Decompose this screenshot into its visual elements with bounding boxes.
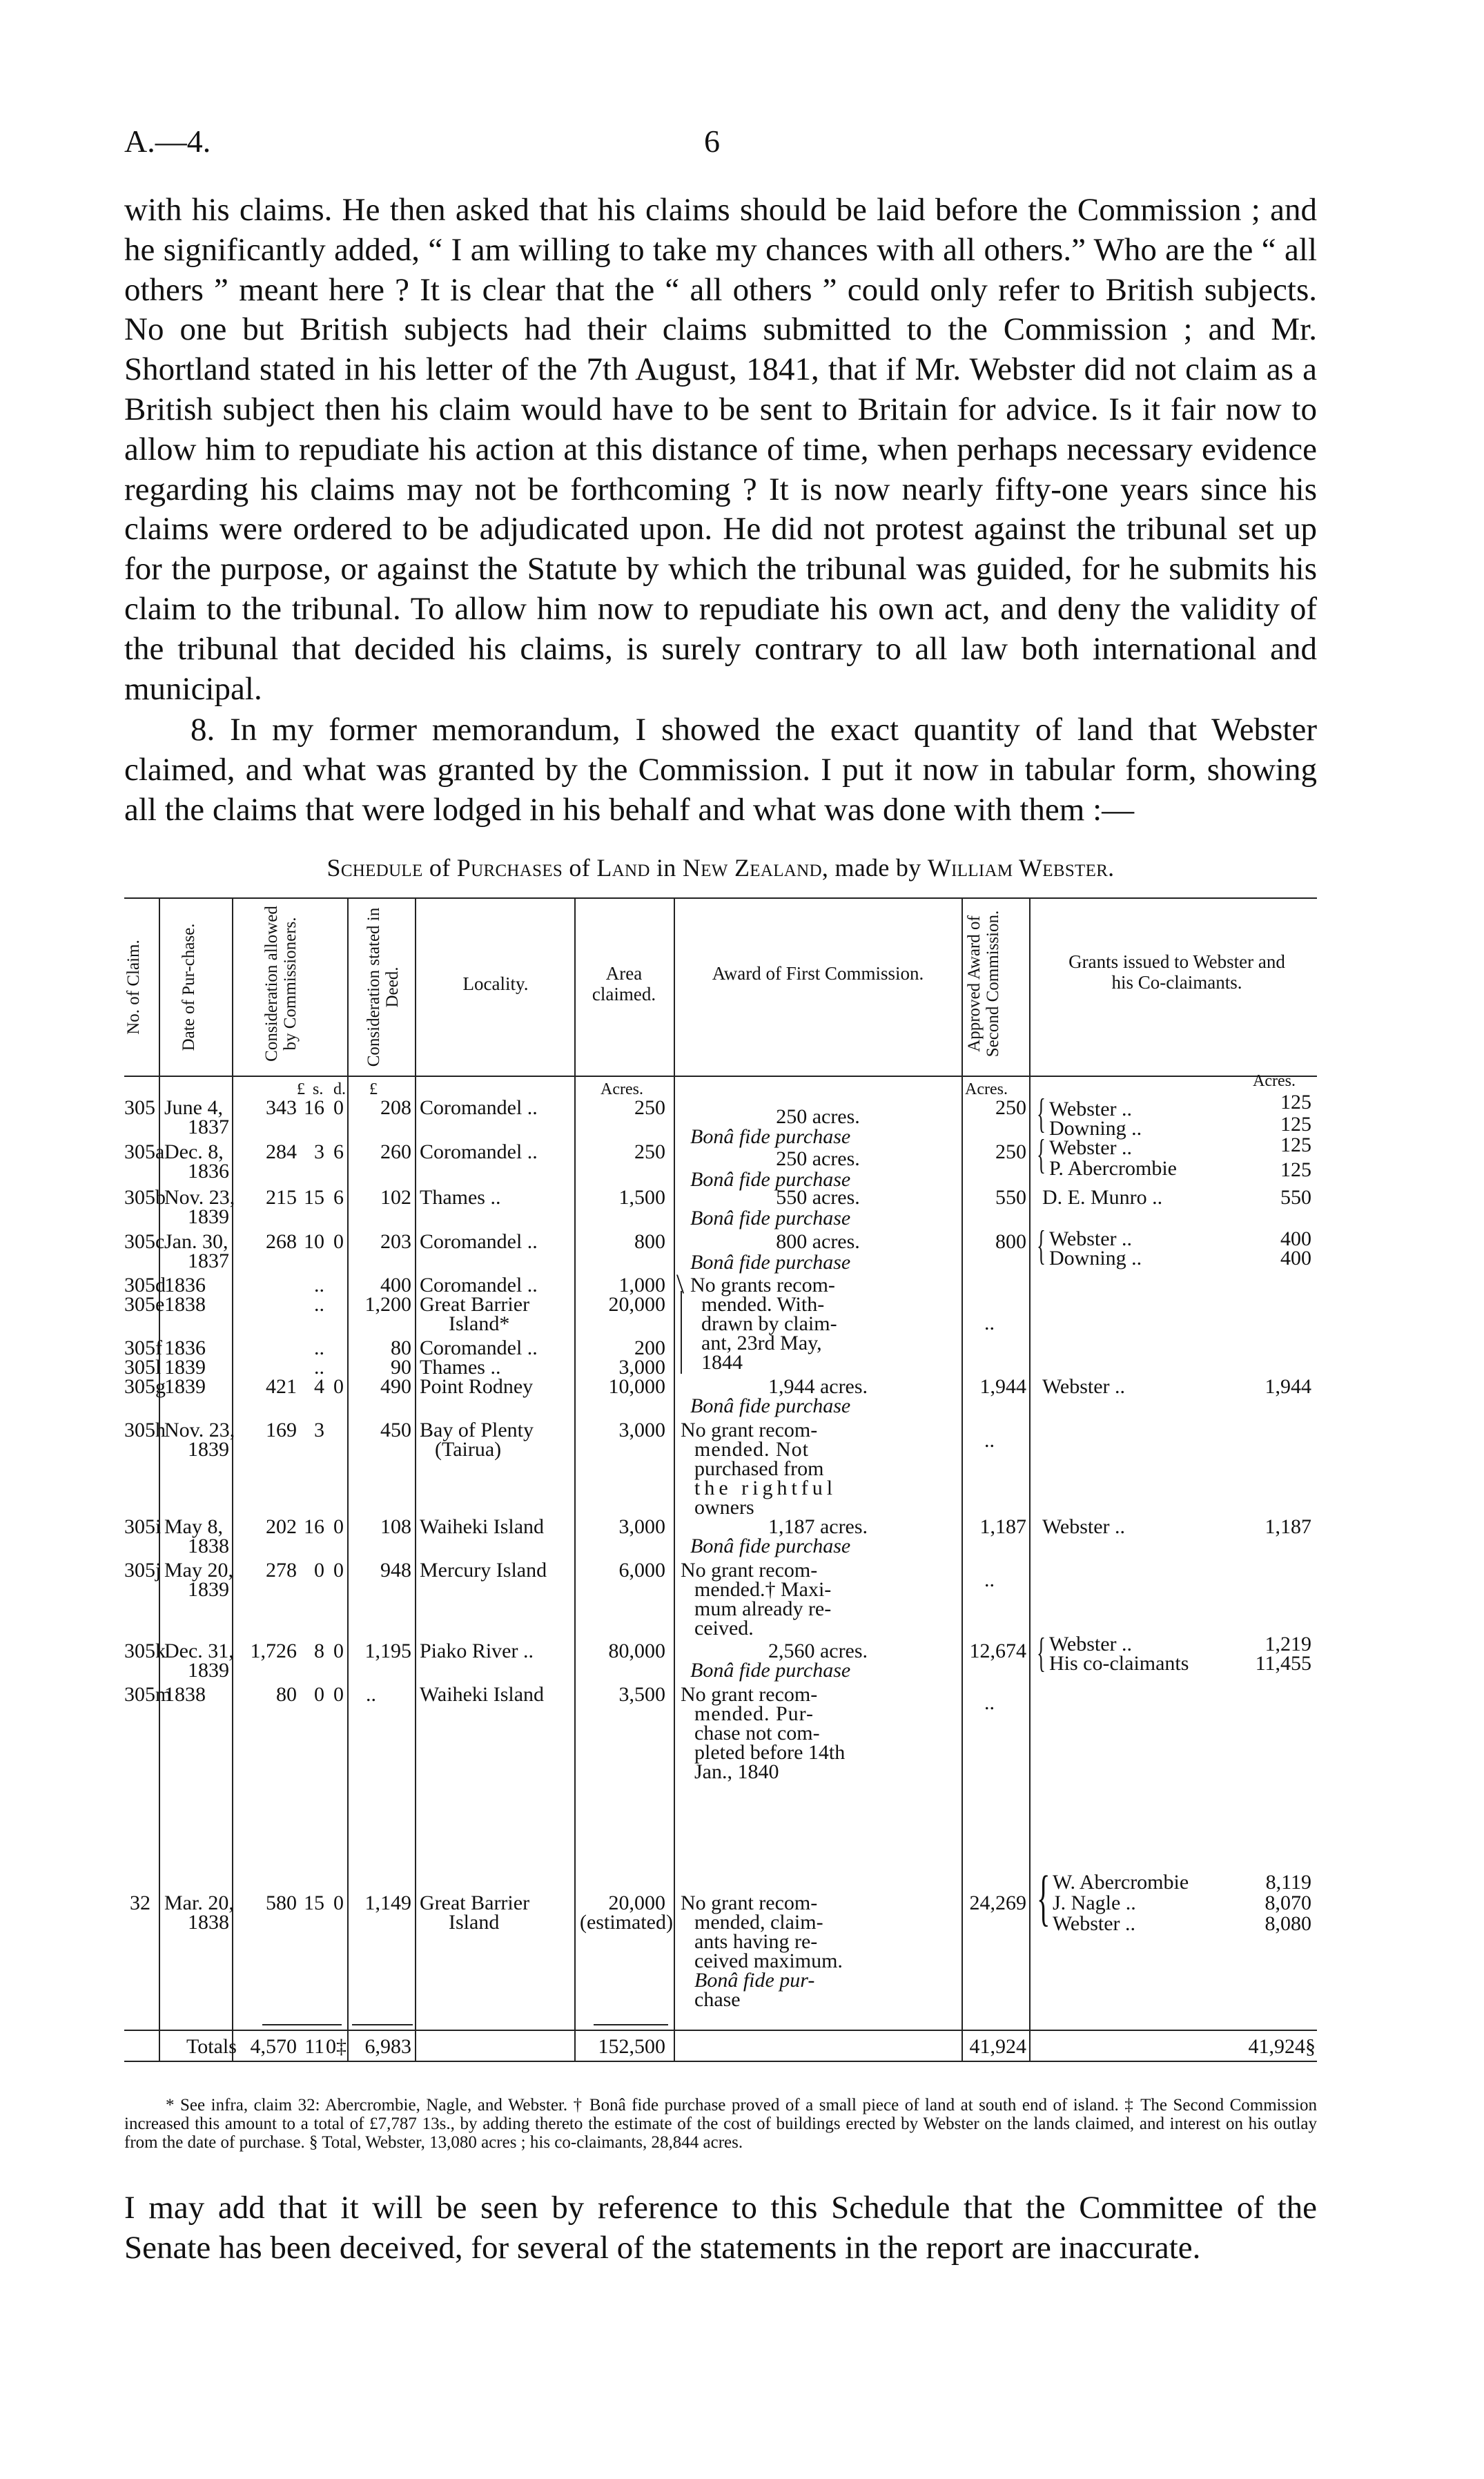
award-note: Bonâ fide purchase xyxy=(690,1535,851,1557)
unit-deed-pounds: £ xyxy=(369,1080,378,1098)
col-divider xyxy=(574,897,576,2061)
claim-no: 305l xyxy=(124,1356,162,1379)
purchase-year: 1837 xyxy=(188,1116,229,1138)
deed-amount: 108 xyxy=(380,1515,411,1538)
header-award-first: Award of First Commission. xyxy=(712,963,924,984)
grant-acres: 400 xyxy=(1280,1227,1311,1250)
purchase-date: Nov. 23, xyxy=(164,1186,235,1209)
area-claimed: 200 xyxy=(634,1336,665,1359)
deed-amount: 90 xyxy=(391,1356,411,1379)
grant-acres: 8,080 xyxy=(1265,1912,1311,1935)
award-text: ceived maximum. xyxy=(694,1950,843,1972)
shillings: 4 xyxy=(314,1375,324,1398)
award-text: 1844 xyxy=(701,1351,743,1374)
col-divider xyxy=(232,897,233,2061)
locality-line2: Island xyxy=(449,1911,500,1934)
pence: 6 xyxy=(333,1140,344,1163)
award-text: the rightful xyxy=(694,1477,837,1499)
header-consideration-allowed: Consideration allowed by Commissioners. xyxy=(262,906,300,1062)
total-deed: 6,983 xyxy=(364,2035,411,2058)
grant-brace: { xyxy=(1037,1131,1046,1177)
unit-area-acres: Acres. xyxy=(601,1080,643,1098)
purchase-year: 1839 xyxy=(188,1659,229,1682)
second-award: 1,187 xyxy=(979,1515,1026,1538)
shillings: 15 xyxy=(304,1186,324,1209)
grant-brace: { xyxy=(1037,1223,1046,1268)
second-award-none: .. xyxy=(984,1312,995,1334)
pence: 0 xyxy=(333,1096,344,1119)
header-claim-no: No. of Claim. xyxy=(124,940,143,1035)
award-acres: 1,944 acres. xyxy=(768,1375,868,1398)
award-text: Bonâ fide pur- xyxy=(694,1969,815,1992)
shillings: 8 xyxy=(314,1640,324,1662)
purchase-year: 1839 xyxy=(188,1438,229,1461)
award-acres: 800 acres. xyxy=(776,1230,860,1253)
area-claimed: 250 xyxy=(634,1096,665,1119)
pounds: 169 xyxy=(266,1419,297,1441)
locality-line2: (Tairua) xyxy=(435,1438,502,1461)
award-text: No grant recom- xyxy=(681,1559,818,1582)
totals-label: Totals xyxy=(186,2035,237,2058)
award-text: mended. Not xyxy=(694,1438,809,1461)
award-text: ceived. xyxy=(694,1617,754,1640)
grant-acres: 1,219 xyxy=(1265,1633,1311,1655)
purchase-date: Dec. 8, xyxy=(164,1140,224,1163)
shillings: 0 xyxy=(314,1683,324,1706)
grant-name: D. E. Munro .. xyxy=(1042,1186,1163,1209)
total-grants: 41,924§ xyxy=(1248,2035,1316,2058)
award-text: Jan., 1840 xyxy=(694,1760,779,1783)
second-award: 24,269 xyxy=(969,1892,1026,1914)
purchase-date: Dec. 31, xyxy=(164,1640,234,1662)
locality: Bay of Plenty xyxy=(420,1419,534,1441)
locality: Piako River .. xyxy=(420,1640,534,1662)
area-claimed: 80,000 xyxy=(608,1640,665,1662)
award-note: Bonâ fide purchase xyxy=(690,1251,851,1274)
grant-name: J. Nagle .. xyxy=(1053,1892,1136,1914)
grant-name: P. Abercrombie xyxy=(1049,1157,1177,1180)
unit-grants-acres: Acres. xyxy=(1253,1072,1296,1090)
title-word: made by xyxy=(834,854,921,882)
header-consideration-deed: Consideration stated in Deed. xyxy=(364,907,402,1067)
award-acres: 250 acres. xyxy=(776,1147,860,1170)
purchase-date: May 8, xyxy=(164,1515,223,1538)
second-award: 12,674 xyxy=(969,1640,1026,1662)
deed-amount: 208 xyxy=(380,1096,411,1119)
col-divider xyxy=(674,897,675,2061)
total-shillings: 11 xyxy=(304,2035,324,2058)
pence: 0 xyxy=(333,1683,344,1706)
shillings: 3 xyxy=(314,1419,324,1441)
claim-no: 305a xyxy=(124,1140,165,1163)
title-word: New Zealand, xyxy=(682,854,829,882)
shillings: 16 xyxy=(304,1096,324,1119)
header-area: Area claimed. xyxy=(592,963,656,1004)
sum-rule xyxy=(262,2024,342,2025)
second-award: .. xyxy=(984,1429,995,1452)
claim-no: 305 xyxy=(124,1096,155,1119)
pence: 0 xyxy=(333,1559,344,1582)
grant-acres: 125 xyxy=(1280,1113,1311,1136)
header-date: Date of Pur-chase. xyxy=(179,923,198,1051)
grant-brace: { xyxy=(1037,1630,1046,1675)
award-text: No grants recom- xyxy=(690,1274,835,1296)
award-text: mended, claim- xyxy=(694,1911,823,1934)
pence: 0 xyxy=(333,1230,344,1253)
second-award: .. xyxy=(984,1691,995,1714)
purchase-date: Mar. 20, xyxy=(164,1892,234,1914)
claim-no: 305i xyxy=(124,1515,162,1538)
col-divider xyxy=(347,897,349,2061)
second-award: 1,944 xyxy=(979,1375,1026,1398)
totals-top-rule xyxy=(124,2030,1317,2031)
unit-pounds: £ xyxy=(297,1080,305,1098)
locality: Thames .. xyxy=(420,1356,501,1379)
locality: Great Barrier xyxy=(420,1892,530,1914)
total-pounds: 4,570 xyxy=(250,2035,297,2058)
deed-amount: 80 xyxy=(391,1336,411,1359)
purchase-date: 1836 xyxy=(164,1336,206,1359)
grant-acres: 1,187 xyxy=(1265,1515,1311,1538)
award-text: chase not com- xyxy=(694,1722,820,1744)
purchase-date: 1836 xyxy=(164,1274,206,1296)
grant-brace: { xyxy=(1037,1091,1046,1136)
schedule-table xyxy=(124,897,1317,2085)
claim-no: 32 xyxy=(130,1892,150,1914)
grant-name: Downing .. xyxy=(1049,1247,1142,1270)
pounds: .. xyxy=(314,1356,324,1379)
award-text: chase xyxy=(694,1988,741,2011)
locality: Great Barrier xyxy=(420,1293,530,1316)
locality: Waiheki Island xyxy=(420,1683,545,1706)
shillings: 15 xyxy=(304,1892,324,1914)
award-text: mended.† Maxi- xyxy=(694,1578,832,1601)
pounds: 268 xyxy=(266,1230,297,1253)
pounds: .. xyxy=(314,1274,324,1296)
pence: 0 xyxy=(333,1640,344,1662)
award-text: drawn by claim- xyxy=(701,1312,837,1335)
purchase-date: Jan. 30, xyxy=(164,1230,228,1253)
grant-name: Webster .. xyxy=(1053,1912,1136,1935)
area-claimed: 20,000 xyxy=(608,1293,665,1316)
award-note: Bonâ fide purchase xyxy=(690,1207,851,1229)
purchase-date: June 4, xyxy=(164,1096,223,1119)
pounds: 1,726 xyxy=(250,1640,297,1662)
sum-rule xyxy=(594,2024,668,2025)
award-text: ants having re- xyxy=(694,1930,818,1953)
grant-acres: 400 xyxy=(1280,1247,1311,1270)
claim-no: 305b xyxy=(124,1186,166,1209)
pounds: 202 xyxy=(266,1515,297,1538)
pence: 0 xyxy=(333,1892,344,1914)
area-claimed: 1,000 xyxy=(618,1274,665,1296)
area-claimed: 800 xyxy=(634,1230,665,1253)
area-claimed: 3,000 xyxy=(618,1356,665,1379)
area-claimed: 1,500 xyxy=(618,1186,665,1209)
area-claimed: 3,500 xyxy=(618,1683,665,1706)
locality: Thames .. xyxy=(420,1186,501,1209)
header-locality: Locality. xyxy=(462,973,529,994)
col-divider xyxy=(1029,897,1031,2061)
shillings: 10 xyxy=(304,1230,324,1253)
title-word: Land xyxy=(596,854,650,882)
title-word: William Webster. xyxy=(927,854,1115,882)
header-award-second: Approved Award of Second Commission. xyxy=(965,910,1002,1058)
table-footnotes: * See infra, claim 32: Abercrombie, Nagle, and Webster. † Bonâ fide purchase proved of a small piece of land at south end of island. ‡ The Second Commission increased this amount to a total of £7,787 13s., by adding thereto the estimate of the cost of buildings erected by Webster on the lands claimed, and interest on his outlay from the date of purchase. § Total, Webster, 13,080 acres ; his co-claimants, 28,844 acres. xyxy=(124,2096,1317,2152)
grant-acres: 11,455 xyxy=(1255,1652,1311,1675)
grant-acres: 8,119 xyxy=(1265,1871,1311,1894)
locality: Coromandel .. xyxy=(420,1140,538,1163)
purchase-year: 1837 xyxy=(188,1250,229,1272)
col-divider xyxy=(961,897,963,2061)
second-award: 800 xyxy=(995,1230,1026,1253)
pounds: 580 xyxy=(266,1892,297,1914)
total-second: 41,924 xyxy=(969,2035,1026,2058)
award-acres: 1,187 acres. xyxy=(768,1515,868,1538)
second-award: .. xyxy=(984,1568,995,1591)
locality: Mercury Island xyxy=(420,1559,547,1582)
paragraph-claims: with his claims. He then asked that his claims should be laid before the Commission ; and he significantly added, “ I am willing to take my chances with all others.” Who are the “ all others ” meant here ? It is clear that the “ all others ” could only refer to British subjects. No one but British subjects had their claims submitted to the Commission ; and Mr. Shortland stated in his letter of the 7th August, 1841, that if Mr. Webster did not claim as a British subject then his claim would have to be sent to Britain for advice. Is it fair now to allow him to repudiate his action at this distance of time, when perhaps necessary evidence regarding his claims may not be forthcoming ? It is now nearly fifty-one years since his claims were ordered to be adjudicated upon. He did not protest against the tribunal set up for the purpose, or against the Statute by which the tribunal was guided, for he submits his claim to the tribunal. To allow him now to repudiate his own act, and deny the validity of the tribunal that decided his claims, is surely contrary to all law both international and municipal. xyxy=(124,192,1317,707)
award-note: Bonâ fide purchase xyxy=(690,1394,851,1417)
claim-no: 305f xyxy=(124,1336,162,1359)
pounds: 343 xyxy=(266,1096,297,1119)
award-text: No grant recom- xyxy=(681,1419,818,1441)
purchase-year: 1839 xyxy=(188,1205,229,1228)
unit-pence: d. xyxy=(333,1080,346,1098)
grant-name: Webster .. xyxy=(1042,1375,1126,1398)
award-text: mended. Pur- xyxy=(694,1702,814,1725)
shillings: 0 xyxy=(314,1559,324,1582)
award-text: ant, 23rd May, xyxy=(701,1332,822,1354)
grant-name: Downing .. xyxy=(1049,1117,1142,1140)
shillings: 16 xyxy=(304,1515,324,1538)
grant-acres: 1,944 xyxy=(1265,1375,1311,1398)
locality: Waiheki Island xyxy=(420,1515,545,1538)
unit-second-acres: Acres. xyxy=(965,1080,1008,1098)
claim-no: 305d xyxy=(124,1274,166,1296)
purchase-date: May 20, xyxy=(164,1559,233,1582)
second-award: 250 xyxy=(995,1096,1026,1119)
title-word: of xyxy=(429,854,451,882)
purchase-year: 1838 xyxy=(188,1911,229,1934)
schedule-title xyxy=(124,853,1317,882)
unit-shillings: s. xyxy=(313,1080,324,1098)
area-claimed: 250 xyxy=(634,1140,665,1163)
grant-acres: 8,070 xyxy=(1265,1892,1311,1914)
deed-amount: 1,195 xyxy=(364,1640,411,1662)
claim-no: 305c xyxy=(124,1230,165,1253)
pounds: 421 xyxy=(266,1375,297,1398)
claim-no: 305h xyxy=(124,1419,166,1441)
award-text: No grant recom- xyxy=(681,1683,818,1706)
header-grants: Grants issued to Webster and his Co-claimants. xyxy=(1068,951,1285,993)
locality: Coromandel .. xyxy=(420,1230,538,1253)
grant-brace: { xyxy=(1037,1864,1051,1932)
award-text: purchased from xyxy=(694,1457,824,1480)
deed-amount: 450 xyxy=(380,1419,411,1441)
award-text: No grant recom- xyxy=(681,1892,818,1914)
area-claimed: 6,000 xyxy=(618,1559,665,1582)
award-text: mended. With- xyxy=(701,1293,825,1316)
deed-amount: 948 xyxy=(380,1559,411,1582)
deed-amount: .. xyxy=(366,1683,376,1706)
total-pence: 0‡ xyxy=(326,2035,346,2058)
col-divider xyxy=(159,897,160,2061)
purchase-date: 1839 xyxy=(164,1356,206,1379)
grant-acres: 125 xyxy=(1280,1091,1311,1114)
award-note: Bonâ fide purchase xyxy=(690,1659,851,1682)
locality: Point Rodney xyxy=(420,1375,534,1398)
paragraph-memorandum: 8. In my former memorandum, I showed the exact quantity of land that Webster claimed, and what was granted by the Commission. I put it now in tabular form, showing all the claims that were lodged in his behalf and what was done with them :— xyxy=(124,712,1317,828)
area-claimed: 20,000 xyxy=(608,1892,665,1914)
deed-amount: 1,149 xyxy=(364,1892,411,1914)
bracket-line xyxy=(681,1291,685,1374)
area-claimed: 3,000 xyxy=(618,1515,665,1538)
area-claimed: 10,000 xyxy=(608,1375,665,1398)
grant-acres: 125 xyxy=(1280,1134,1311,1156)
document-reference: A.—4. xyxy=(124,124,211,159)
title-word: Schedule xyxy=(326,854,423,882)
award-acres: 2,560 acres. xyxy=(768,1640,868,1662)
locality: Coromandel .. xyxy=(420,1274,538,1296)
grant-name: Webster .. xyxy=(1049,1227,1133,1250)
second-award: 550 xyxy=(995,1186,1026,1209)
closing-paragraph: I may add that it will be seen by reference to this Schedule that the Committee of the Senate has been deceived, for several of the statements in the report are inaccurate. xyxy=(124,2190,1317,2266)
shillings: 3 xyxy=(314,1140,324,1163)
pence: 6 xyxy=(333,1186,344,1209)
purchase-date: 1838 xyxy=(164,1683,206,1706)
award-text: owners xyxy=(694,1496,754,1519)
title-word: in xyxy=(656,854,676,882)
deed-amount: 490 xyxy=(380,1375,411,1398)
total-area: 152,500 xyxy=(598,2035,665,2058)
locality: Coromandel .. xyxy=(420,1336,538,1359)
grant-name: Webster .. xyxy=(1042,1515,1126,1538)
grant-name: Webster .. xyxy=(1049,1633,1133,1655)
claim-no: 305k xyxy=(124,1640,166,1662)
purchase-date: Nov. 23, xyxy=(164,1419,235,1441)
purchase-year: 1838 xyxy=(188,1535,229,1557)
area-claimed: 3,000 xyxy=(618,1419,665,1441)
purchase-date: 1838 xyxy=(164,1293,206,1316)
sum-rule xyxy=(352,2024,413,2025)
pounds: 278 xyxy=(266,1559,297,1582)
claim-no: 305g xyxy=(124,1375,166,1398)
award-text: pleted before 14th xyxy=(694,1741,846,1764)
pence: 0 xyxy=(333,1515,344,1538)
page-number: 6 xyxy=(704,124,720,159)
area-estimated: (estimated) xyxy=(580,1911,673,1934)
grant-acres: 125 xyxy=(1280,1158,1311,1181)
claim-no: 305m xyxy=(124,1683,172,1706)
award-acres: 550 acres. xyxy=(776,1186,860,1209)
pounds: 215 xyxy=(266,1186,297,1209)
purchase-year: 1836 xyxy=(188,1160,229,1183)
award-acres: 250 acres. xyxy=(776,1105,860,1128)
pounds: 284 xyxy=(266,1140,297,1163)
deed-amount: 1,200 xyxy=(364,1293,411,1316)
title-word: Purchases xyxy=(456,854,563,882)
claim-no: 305j xyxy=(124,1559,162,1582)
locality: Coromandel .. xyxy=(420,1096,538,1119)
award-note: Bonâ fide purchase xyxy=(690,1125,851,1148)
deed-amount: 203 xyxy=(380,1230,411,1253)
grant-name: Webster .. xyxy=(1049,1098,1133,1120)
pounds: .. xyxy=(314,1336,324,1359)
deed-amount: 260 xyxy=(380,1140,411,1163)
award-note: Bonâ fide purchase xyxy=(690,1168,851,1191)
grant-acres: 550 xyxy=(1280,1186,1311,1209)
purchase-year: 1839 xyxy=(188,1578,229,1601)
grant-name: W. Abercrombie xyxy=(1053,1871,1189,1894)
deed-amount: 102 xyxy=(380,1186,411,1209)
award-text: mum already re- xyxy=(694,1597,832,1620)
locality-line2: Island* xyxy=(449,1312,510,1335)
grant-name: His co-claimants xyxy=(1049,1652,1189,1675)
title-word: of xyxy=(569,854,591,882)
pounds: .. xyxy=(314,1293,324,1316)
grant-name: Webster .. xyxy=(1049,1136,1133,1159)
header-rule xyxy=(124,1076,1317,1077)
pence: 0 xyxy=(333,1375,344,1398)
second-award: 250 xyxy=(995,1140,1026,1163)
table-bottom-rule xyxy=(124,2061,1317,2062)
pounds: 80 xyxy=(276,1683,297,1706)
claim-no: 305e xyxy=(124,1293,165,1316)
purchase-date: 1839 xyxy=(164,1375,206,1398)
bracket-top: \ xyxy=(676,1268,685,1299)
deed-amount: 400 xyxy=(380,1274,411,1296)
col-divider xyxy=(415,897,416,2061)
